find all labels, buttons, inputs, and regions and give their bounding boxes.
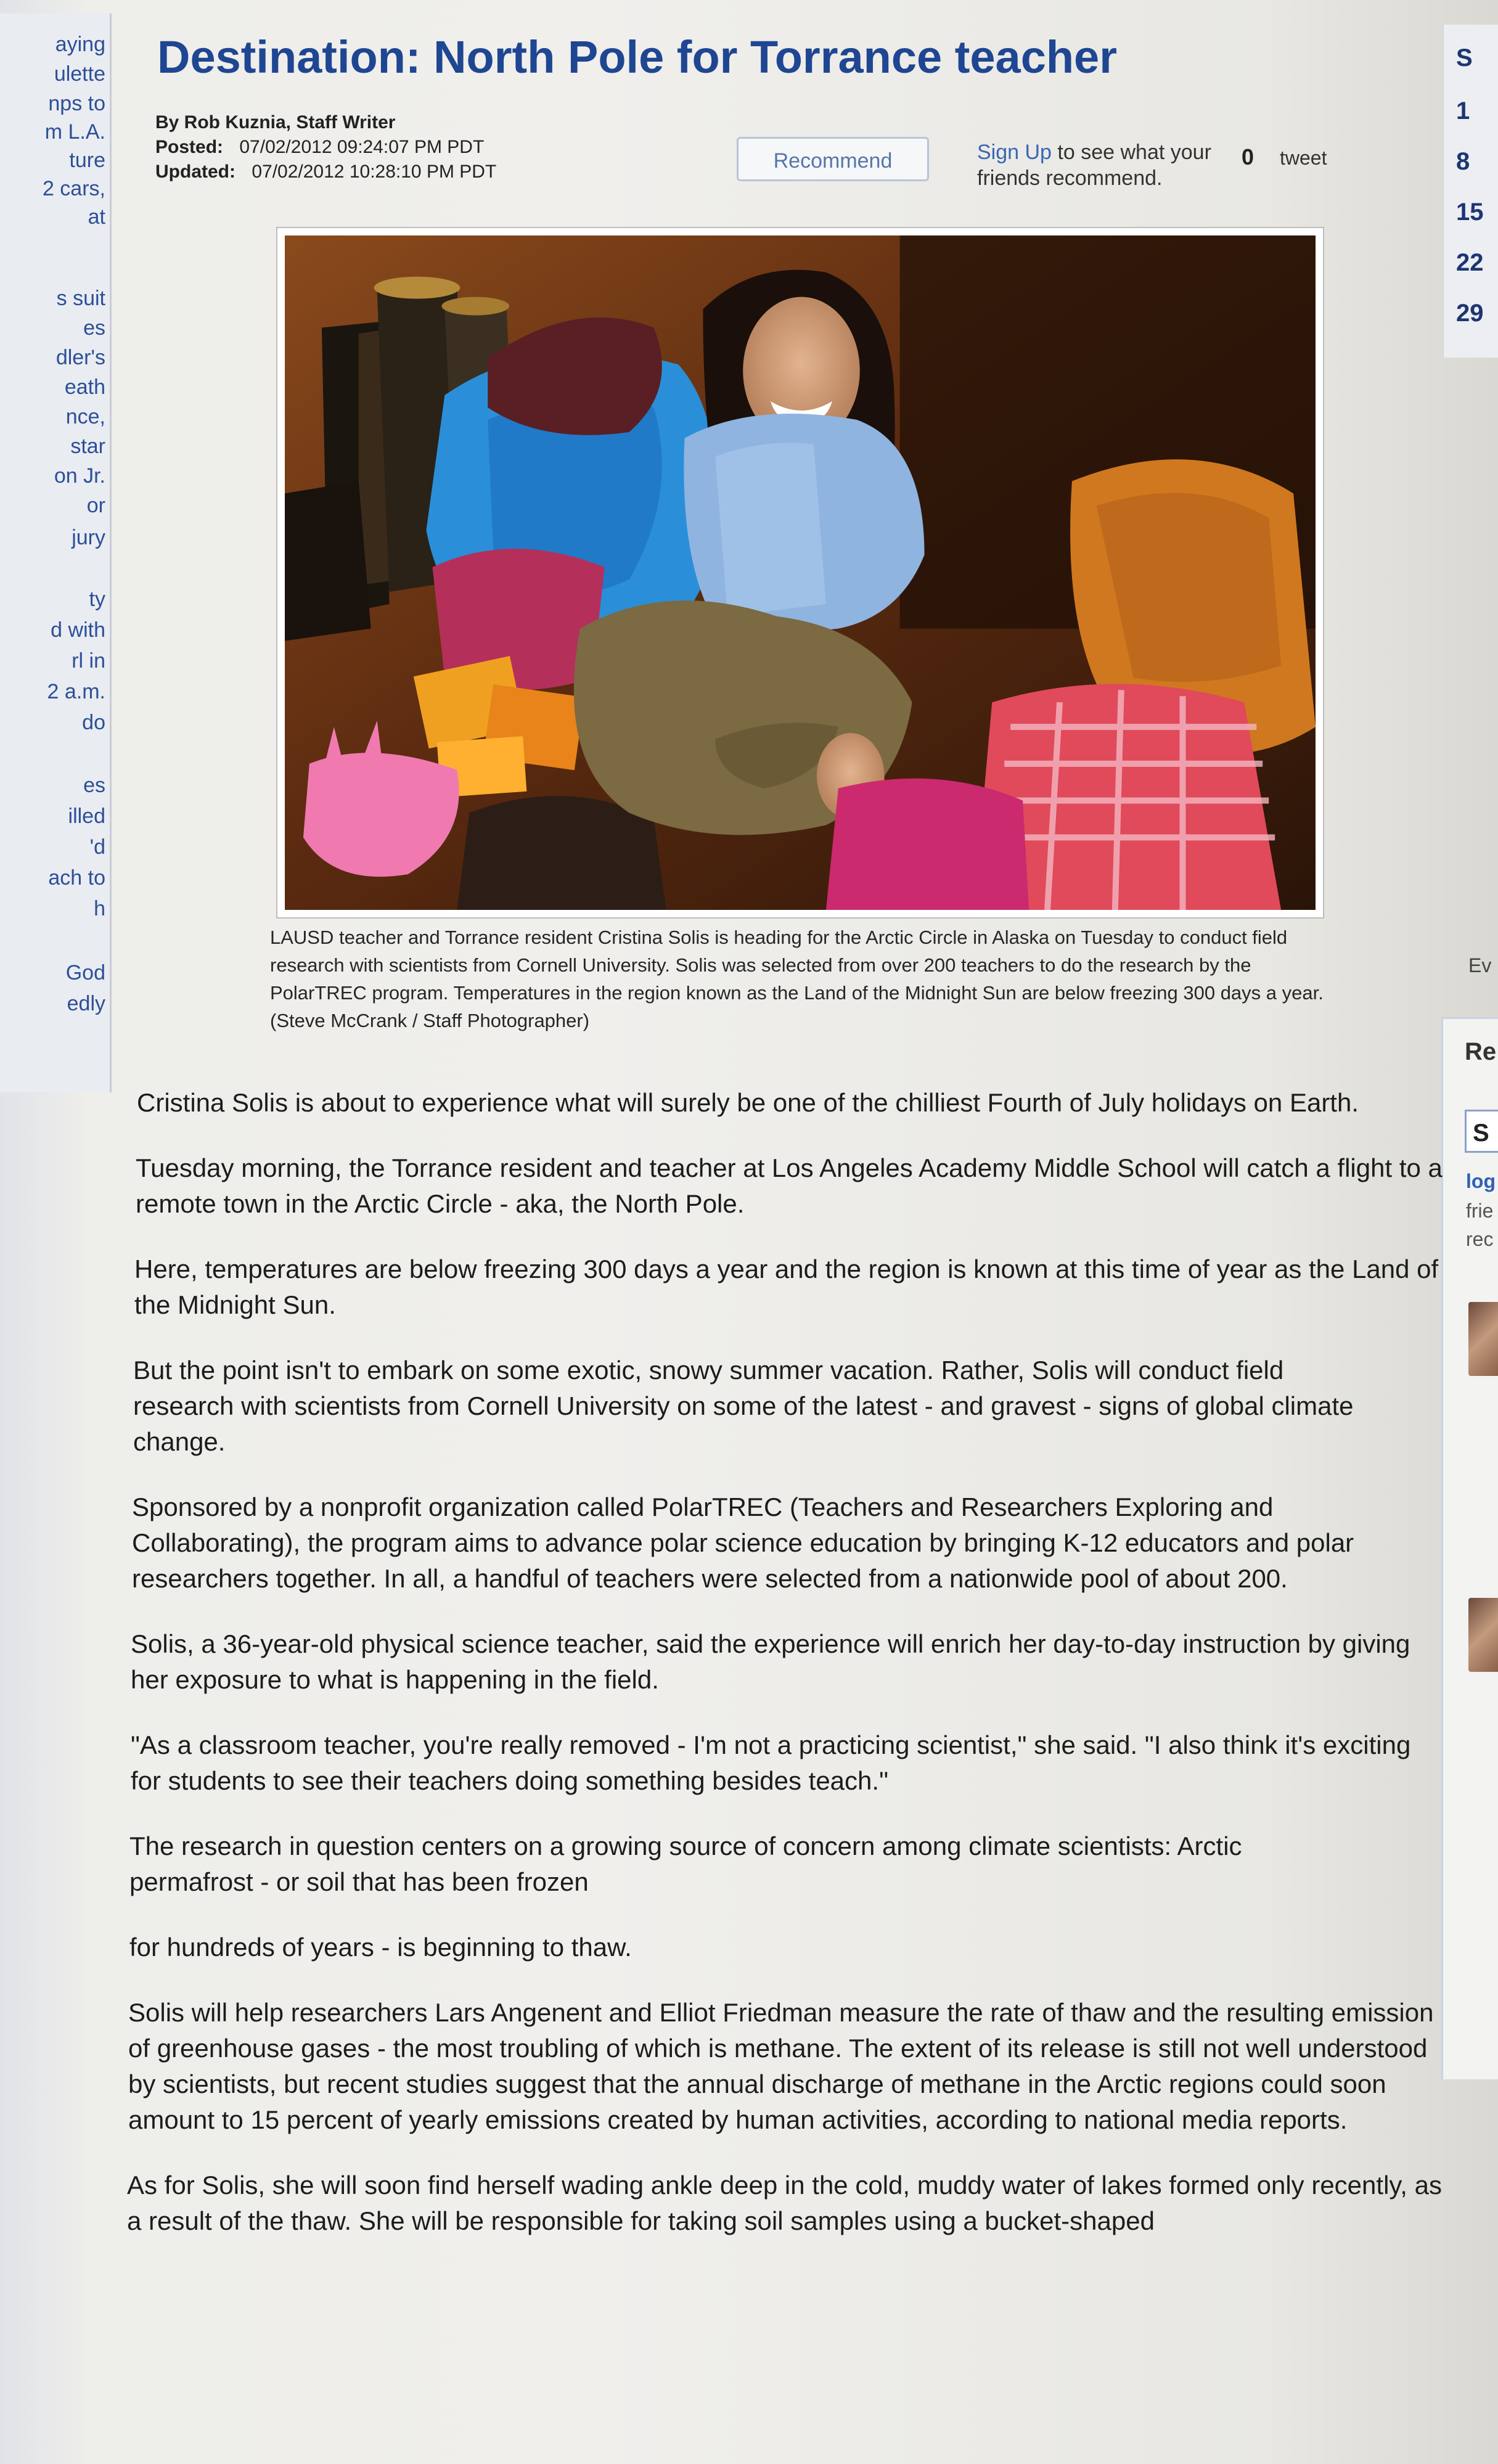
signup-link[interactable]: Sign Up <box>977 141 1052 164</box>
article-paragraph: The research in question centers on a growing source of concern among climate scientists: Arctic permafrost - or soil that has been frozen <box>129 1832 1242 1896</box>
left-sidebar-line[interactable]: 2 a.m. <box>47 680 105 703</box>
left-sidebar-line[interactable]: edly <box>67 992 105 1015</box>
left-sidebar-line[interactable]: ach to <box>48 866 105 890</box>
left-sidebar-line[interactable]: rl in <box>72 649 105 673</box>
calendar-day[interactable]: 1 <box>1456 97 1470 125</box>
article-paragraph: Solis, a 36-year-old physical science teacher, said the experience will enrich her day-to-day instruction by giving her exposure to what is happening in the field. <box>131 1629 1410 1694</box>
left-sidebar-line[interactable]: es <box>83 774 105 797</box>
article-headline: Destination: North Pole for Torrance teacher <box>157 31 1117 83</box>
left-sidebar-line[interactable]: nps to <box>48 92 105 115</box>
photo-caption: LAUSD teacher and Torrance resident Cristina Solis is heading for the Arctic Circle in Alaska on Tuesday to conduct field research with scientists from Cornell University. Solis was selected from over 200 teachers to do the research by the PolarTREC program. Temperatures in the region known as the Land of the Midnight Sun are below freezing 300 days a year. (Steve McCrank / Staff Photographer) <box>270 927 1324 1031</box>
left-sidebar-clipped <box>0 14 112 1092</box>
article-paragraph: Solis will help researchers Lars Angenent and Elliot Friedman measure the rate of thaw and the resulting emission of greenhouse gases - the most troubling of which is methane. The extent of its release is still not well understood by scientists, but recent studies suggest that the annual discharge of methane in the Arctic regions could soon amount to 15 percent of yearly emissions created by human activities, according to national media reports. <box>128 1998 1434 2134</box>
article-paragraph: But the point isn't to embark on some exotic, snowy summer vacation. Rather, Solis will conduct field research with scientists from Cornell University on some of the latest - and gravest - signs of global climate change. <box>133 1356 1354 1456</box>
tweet-count: 0 <box>1242 144 1254 170</box>
left-sidebar-line[interactable]: or <box>86 494 105 517</box>
article-paragraph: As for Solis, she will soon find herself wading ankle deep in the cold, muddy water of lakes formed only recently, as a result of the thaw. She will be responsible for taking soil samples using a bucket-shaped <box>127 2171 1442 2235</box>
article-paragraph: Here, temperatures are below freezing 300 days a year and the region is known at this time of year as the Land of the Midnight Sun. <box>134 1255 1439 1319</box>
left-sidebar-line[interactable]: illed <box>68 804 105 828</box>
friend-avatar[interactable] <box>1468 1302 1498 1376</box>
left-sidebar-line[interactable]: 'd <box>89 835 105 859</box>
recommend-button[interactable]: Recommend <box>737 137 929 181</box>
calendar-day[interactable]: 29 <box>1456 300 1484 327</box>
right-sidebar-input[interactable]: S <box>1465 1110 1498 1153</box>
calendar-header: S <box>1456 44 1473 72</box>
left-sidebar-line[interactable]: on Jr. <box>54 464 105 488</box>
left-sidebar-line[interactable]: s suit <box>56 287 105 310</box>
left-sidebar-line[interactable]: ty <box>89 587 105 611</box>
left-sidebar-line[interactable]: aying <box>55 33 105 56</box>
left-sidebar-line[interactable]: d with <box>51 618 105 642</box>
tweet-button[interactable]: tweet <box>1280 147 1327 169</box>
right-sidebar-heading: Re <box>1465 1038 1497 1065</box>
photo-illustration <box>285 235 1316 910</box>
updated-date: Updated: 07/02/2012 10:28:10 PM PDT <box>155 162 497 182</box>
left-sidebar-line[interactable]: 2 cars, <box>42 177 105 200</box>
left-sidebar-line[interactable]: nce, <box>65 405 105 428</box>
byline: By Rob Kuznia, Staff Writer <box>155 112 396 133</box>
friend-avatar[interactable] <box>1468 1598 1498 1672</box>
left-sidebar-line[interactable]: at <box>88 205 105 229</box>
left-sidebar-line[interactable]: ulette <box>54 62 105 86</box>
article-paragraph: Tuesday morning, the Torrance resident and teacher at Los Angeles Academy Middle School will catch a flight to a remote town in the Arctic Circle - aka, the North Pole. <box>136 1153 1443 1218</box>
signup-prompt: Sign Up to see what your friends recommend. <box>977 141 1211 190</box>
right-sidebar-text: frie <box>1466 1200 1494 1222</box>
left-sidebar-line[interactable]: ture <box>69 149 105 172</box>
calendar-day[interactable]: 15 <box>1456 199 1484 226</box>
article-paragraph: "As a classroom teacher, you're really removed - I'm not a practicing scientist," she said. "I also think it's exciting for students to see their teachers doing something besides teach." <box>131 1730 1411 1795</box>
left-sidebar-line[interactable]: eath <box>64 375 105 399</box>
article-paragraph: for hundreds of years - is beginning to thaw. <box>129 1933 632 1962</box>
calendar-day[interactable]: 22 <box>1456 249 1484 276</box>
article-paragraph: Cristina Solis is about to experience what will surely be one of the chilliest Fourth of July holidays on Earth. <box>137 1088 1359 1117</box>
left-sidebar-line[interactable]: God <box>65 961 105 984</box>
left-sidebar-line[interactable]: es <box>83 316 105 340</box>
article-paragraph: Sponsored by a nonprofit organization called PolarTREC (Teachers and Researchers Exploring and Collaborating), the program aims to advance polar science education by bringing K-12 educators and polar researchers together. In all, a handful of teachers were selected from a nationwide pool of about 200. <box>132 1492 1354 1593</box>
login-link[interactable]: log <box>1466 1170 1496 1192</box>
left-sidebar-line[interactable]: m L.A. <box>44 120 105 144</box>
right-sidebar-text: rec <box>1466 1228 1494 1250</box>
left-sidebar-line[interactable]: jury <box>72 526 105 549</box>
calendar-day[interactable]: 8 <box>1456 148 1470 175</box>
left-sidebar-line[interactable]: h <box>94 897 105 920</box>
calendar-widget-clipped <box>1443 25 1498 358</box>
left-sidebar-line[interactable]: dler's <box>55 346 105 369</box>
posted-date: Posted: 07/02/2012 09:24:07 PM PDT <box>155 137 485 157</box>
article-body <box>127 1085 1450 2269</box>
article-photo <box>276 227 1324 919</box>
right-sidebar-ev-text: Ev <box>1468 954 1492 976</box>
left-sidebar-line[interactable]: star <box>70 435 105 458</box>
left-sidebar-line[interactable]: do <box>82 711 105 734</box>
